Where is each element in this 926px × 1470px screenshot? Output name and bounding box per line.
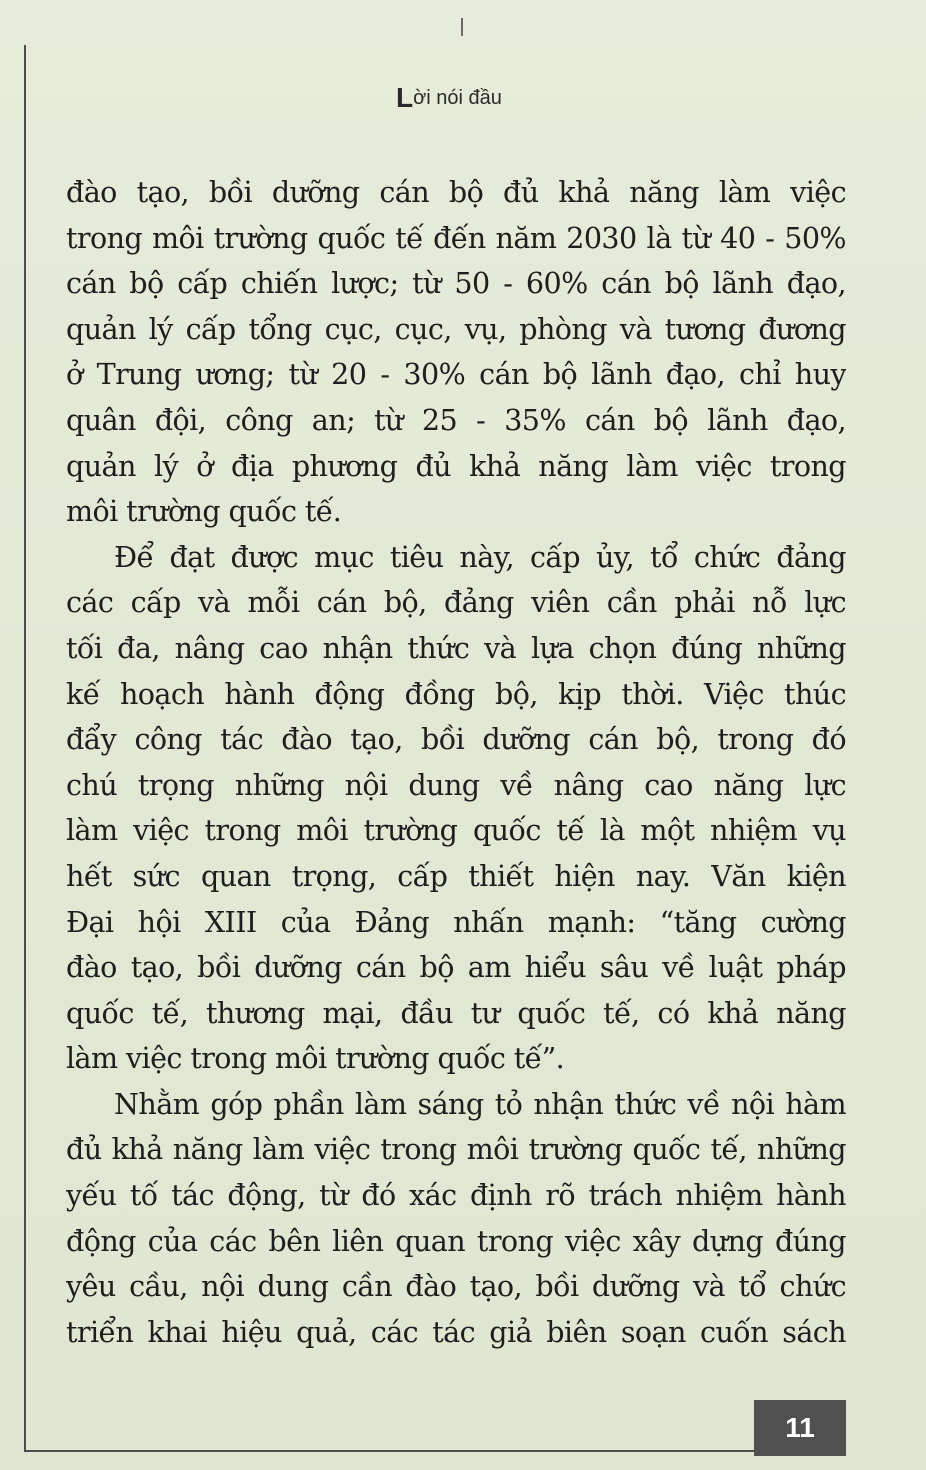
text-line: cán bộ cấp chiến lược; từ 50 - 60% cán bộ lãnh đạo,	[66, 266, 846, 301]
text-line: Để đạt được mục tiêu này, cấp ủy, tổ chức đảng	[114, 539, 846, 574]
text-line: quản lý cấp tổng cục, cục, vụ, phòng và tương đương	[66, 311, 846, 346]
header-title: ời nói đầu	[413, 87, 502, 109]
text-line: đủ khả năng làm việc trong môi trường quốc tế, những	[66, 1132, 846, 1167]
text-line: đẩy công tác đào tạo, bồi dưỡng cán bộ, trong đó	[66, 722, 846, 757]
page-number-text: 11	[785, 1412, 815, 1443]
text-line: Nhằm góp phần làm sáng tỏ nhận thức về nội hàm	[114, 1086, 846, 1121]
bottom-border-line	[24, 1450, 774, 1452]
text-line: quốc tế, thương mại, đầu tư quốc tế, có khả năng	[66, 995, 846, 1030]
running-header	[396, 82, 502, 114]
text-line: làm việc trong môi trường quốc tế là một nhiệm vụ	[66, 813, 846, 848]
text-line: đào tạo, bồi dưỡng cán bộ đủ khả năng làm việc	[66, 175, 846, 209]
text-line: làm việc trong môi trường quốc tế”.	[66, 1041, 565, 1076]
text-line: hết sức quan trọng, cấp thiết hiện nay. Văn kiện	[66, 858, 846, 893]
text-line: đào tạo, bồi dưỡng cán bộ am hiểu sâu về luật pháp	[66, 950, 846, 985]
text-line: kế hoạch hành động đồng bộ, kịp thời. Việc thúc	[66, 676, 846, 711]
text-line: triển khai hiệu quả, các tác giả biên soạn cuốn sách	[66, 1314, 846, 1349]
text-line: ở Trung ương; từ 20 - 30% cán bộ lãnh đạo, chỉ huy	[66, 357, 846, 392]
page-number	[754, 1400, 846, 1456]
crop-mark	[461, 18, 463, 36]
text-line: quân đội, công an; từ 25 - 35% cán bộ lãnh đạo,	[66, 402, 846, 437]
text-line: chú trọng những nội dung về nâng cao năng lực	[66, 767, 846, 802]
text-line: môi trường quốc tế.	[66, 494, 342, 529]
body-text	[66, 170, 846, 1355]
left-border-line	[24, 45, 26, 1450]
text-line: tối đa, nâng cao nhận thức và lựa chọn đúng những	[66, 630, 846, 665]
text-line: yêu cầu, nội dung cần đào tạo, bồi dưỡng và tổ chức	[66, 1269, 846, 1304]
text-line: quản lý ở địa phương đủ khả năng làm việc trong	[66, 448, 846, 483]
text-line: yếu tố tác động, từ đó xác định rõ trách nhiệm hành	[66, 1178, 846, 1213]
text-line: Đại hội XIII của Đảng nhấn mạnh: “tăng cường	[66, 904, 846, 939]
text-line: động của các bên liên quan trong việc xây dựng đúng	[66, 1223, 846, 1258]
header-initial: L	[396, 82, 414, 113]
text-line: trong môi trường quốc tế đến năm 2030 là từ 40 - 50%	[66, 220, 846, 255]
text-line: các cấp và mỗi cán bộ, đảng viên cần phải nỗ lực	[66, 585, 846, 620]
